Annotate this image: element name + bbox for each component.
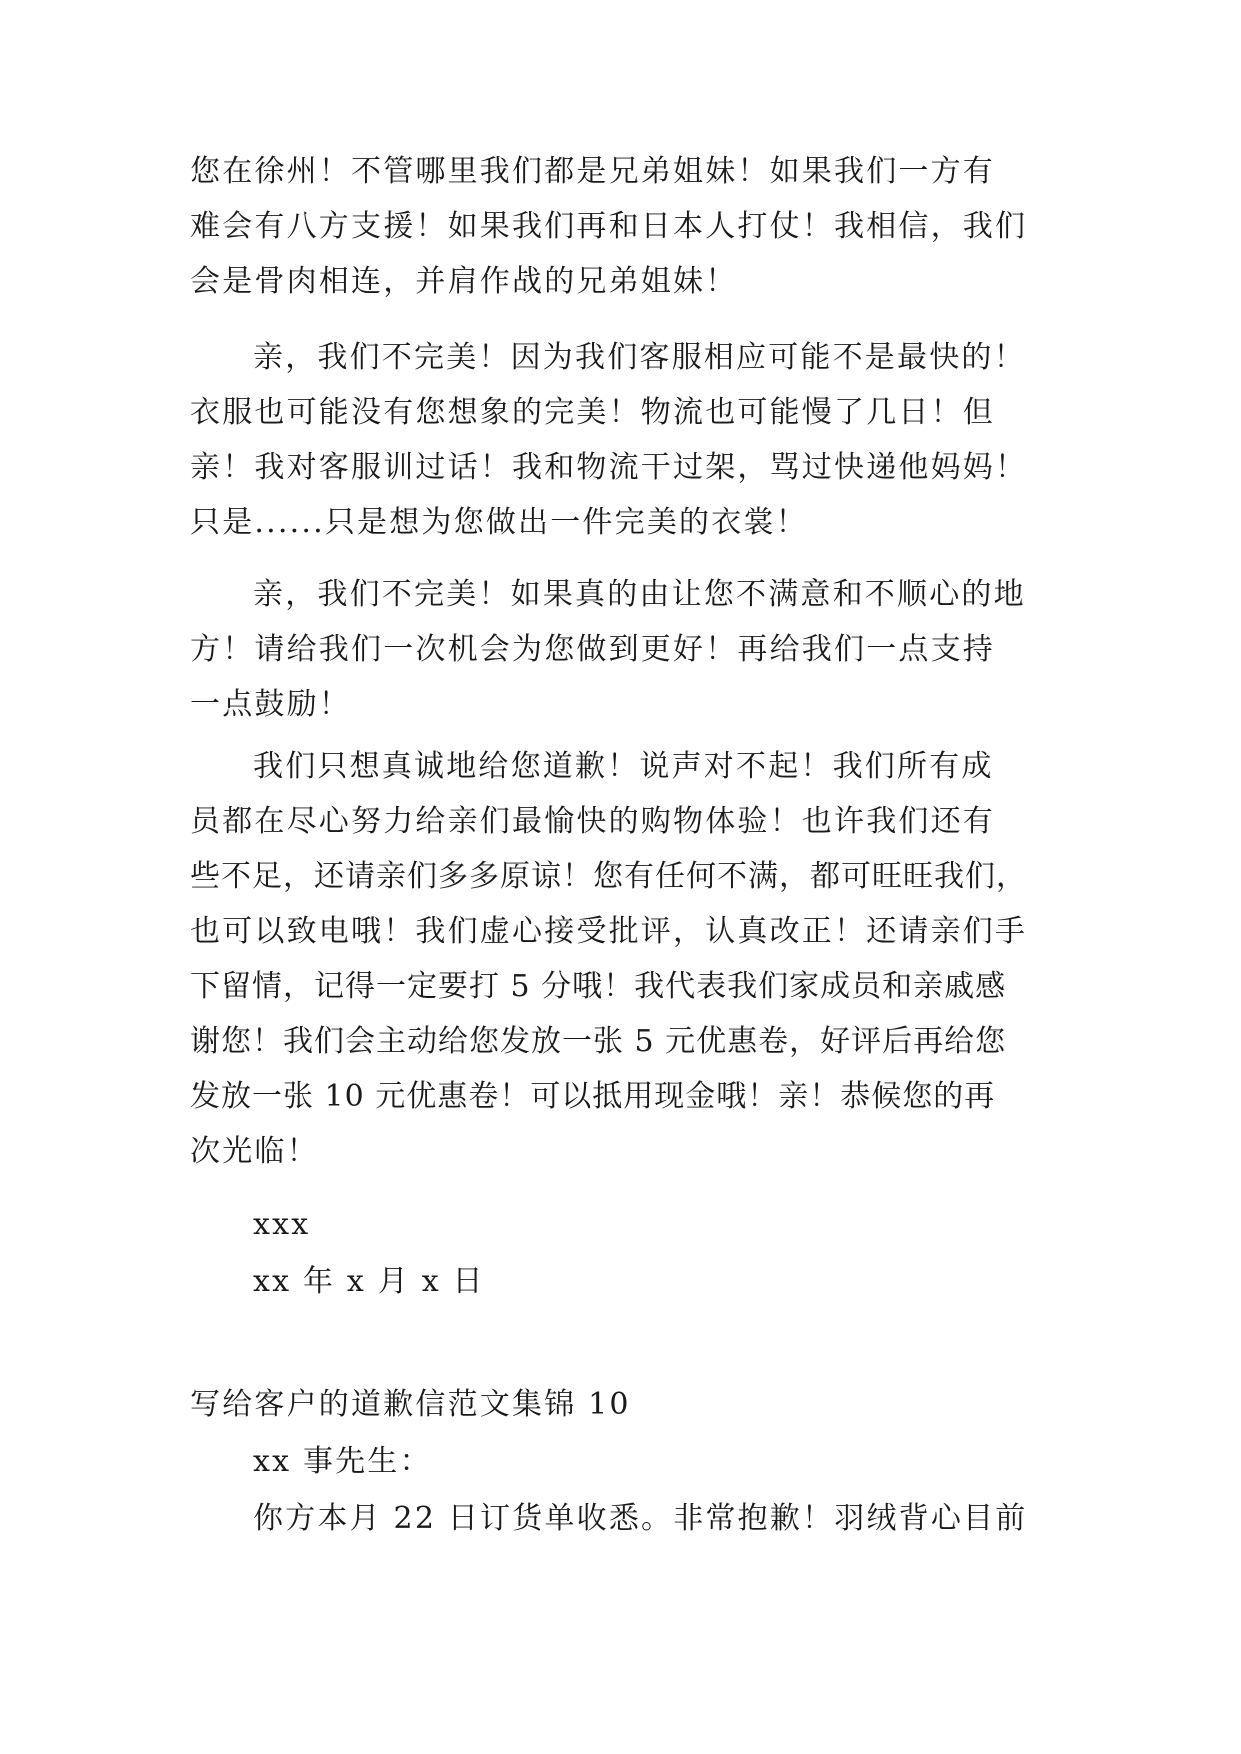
- paragraph-line: 只是......只是想为您做出一件完美的衣裳！: [190, 505, 808, 540]
- paragraph-line: 你方本月 22 日订货单收悉。非常抱歉！羽绒背心目前: [253, 1501, 1028, 1536]
- paragraph-line: 也可以致电哦！我们虚心接受批评，认真改正！还请亲们手: [190, 914, 1028, 949]
- paragraph-line: 方！请给我们一次机会为您做到更好！再给我们一点支持: [190, 632, 995, 667]
- paragraph-line: 一点鼓励！: [190, 687, 351, 722]
- paragraph-line: 您在徐州！不管哪里我们都是兄弟姐妹！如果我们一方有: [190, 154, 995, 189]
- paragraph-line: 下留情，记得一定要打 5 分哦！我代表我们家成员和亲戚感: [190, 969, 1007, 1004]
- salutation: xx 事先生：: [253, 1444, 432, 1479]
- paragraph-line: 亲，我们不完美！如果真的由让您不满意和不顺心的地: [253, 577, 1026, 612]
- paragraph-line: 会是骨肉相连，并肩作战的兄弟姐妹！: [190, 264, 738, 299]
- paragraph-line: 亲，我们不完美！因为我们客服相应可能不是最快的！: [253, 340, 1026, 375]
- paragraph-line: 些不足，还请亲们多多原谅！您有任何不满，都可旺旺我们，: [190, 859, 1027, 894]
- paragraph-line: 衣服也可能没有您想象的完美！物流也可能慢了几日！但: [190, 395, 995, 430]
- signature-name: xxx: [253, 1207, 311, 1242]
- section-title: 写给客户的道歉信范文集锦 10: [190, 1387, 631, 1422]
- paragraph-line: 次光临！: [190, 1134, 319, 1169]
- paragraph-line: 亲！我对客服训过话！我和物流干过架，骂过快递他妈妈！: [190, 450, 1028, 485]
- paragraph-line: 谢您！我们会主动给您发放一张 5 元优惠卷，好评后再给您: [190, 1024, 1007, 1059]
- paragraph-line: 我们只想真诚地给您道歉！说声对不起！我们所有成: [253, 749, 994, 784]
- paragraph-line: 发放一张 10 元优惠卷！可以抵用现金哦！亲！恭候您的再: [190, 1079, 996, 1114]
- paragraph-line: 难会有八方支援！如果我们再和日本人打仗！我相信，我们: [190, 209, 1028, 244]
- paragraph-line: 员都在尽心努力给亲们最愉快的购物体验！也许我们还有: [190, 804, 995, 839]
- signature-date: xx 年 x 月 x 日: [253, 1264, 485, 1299]
